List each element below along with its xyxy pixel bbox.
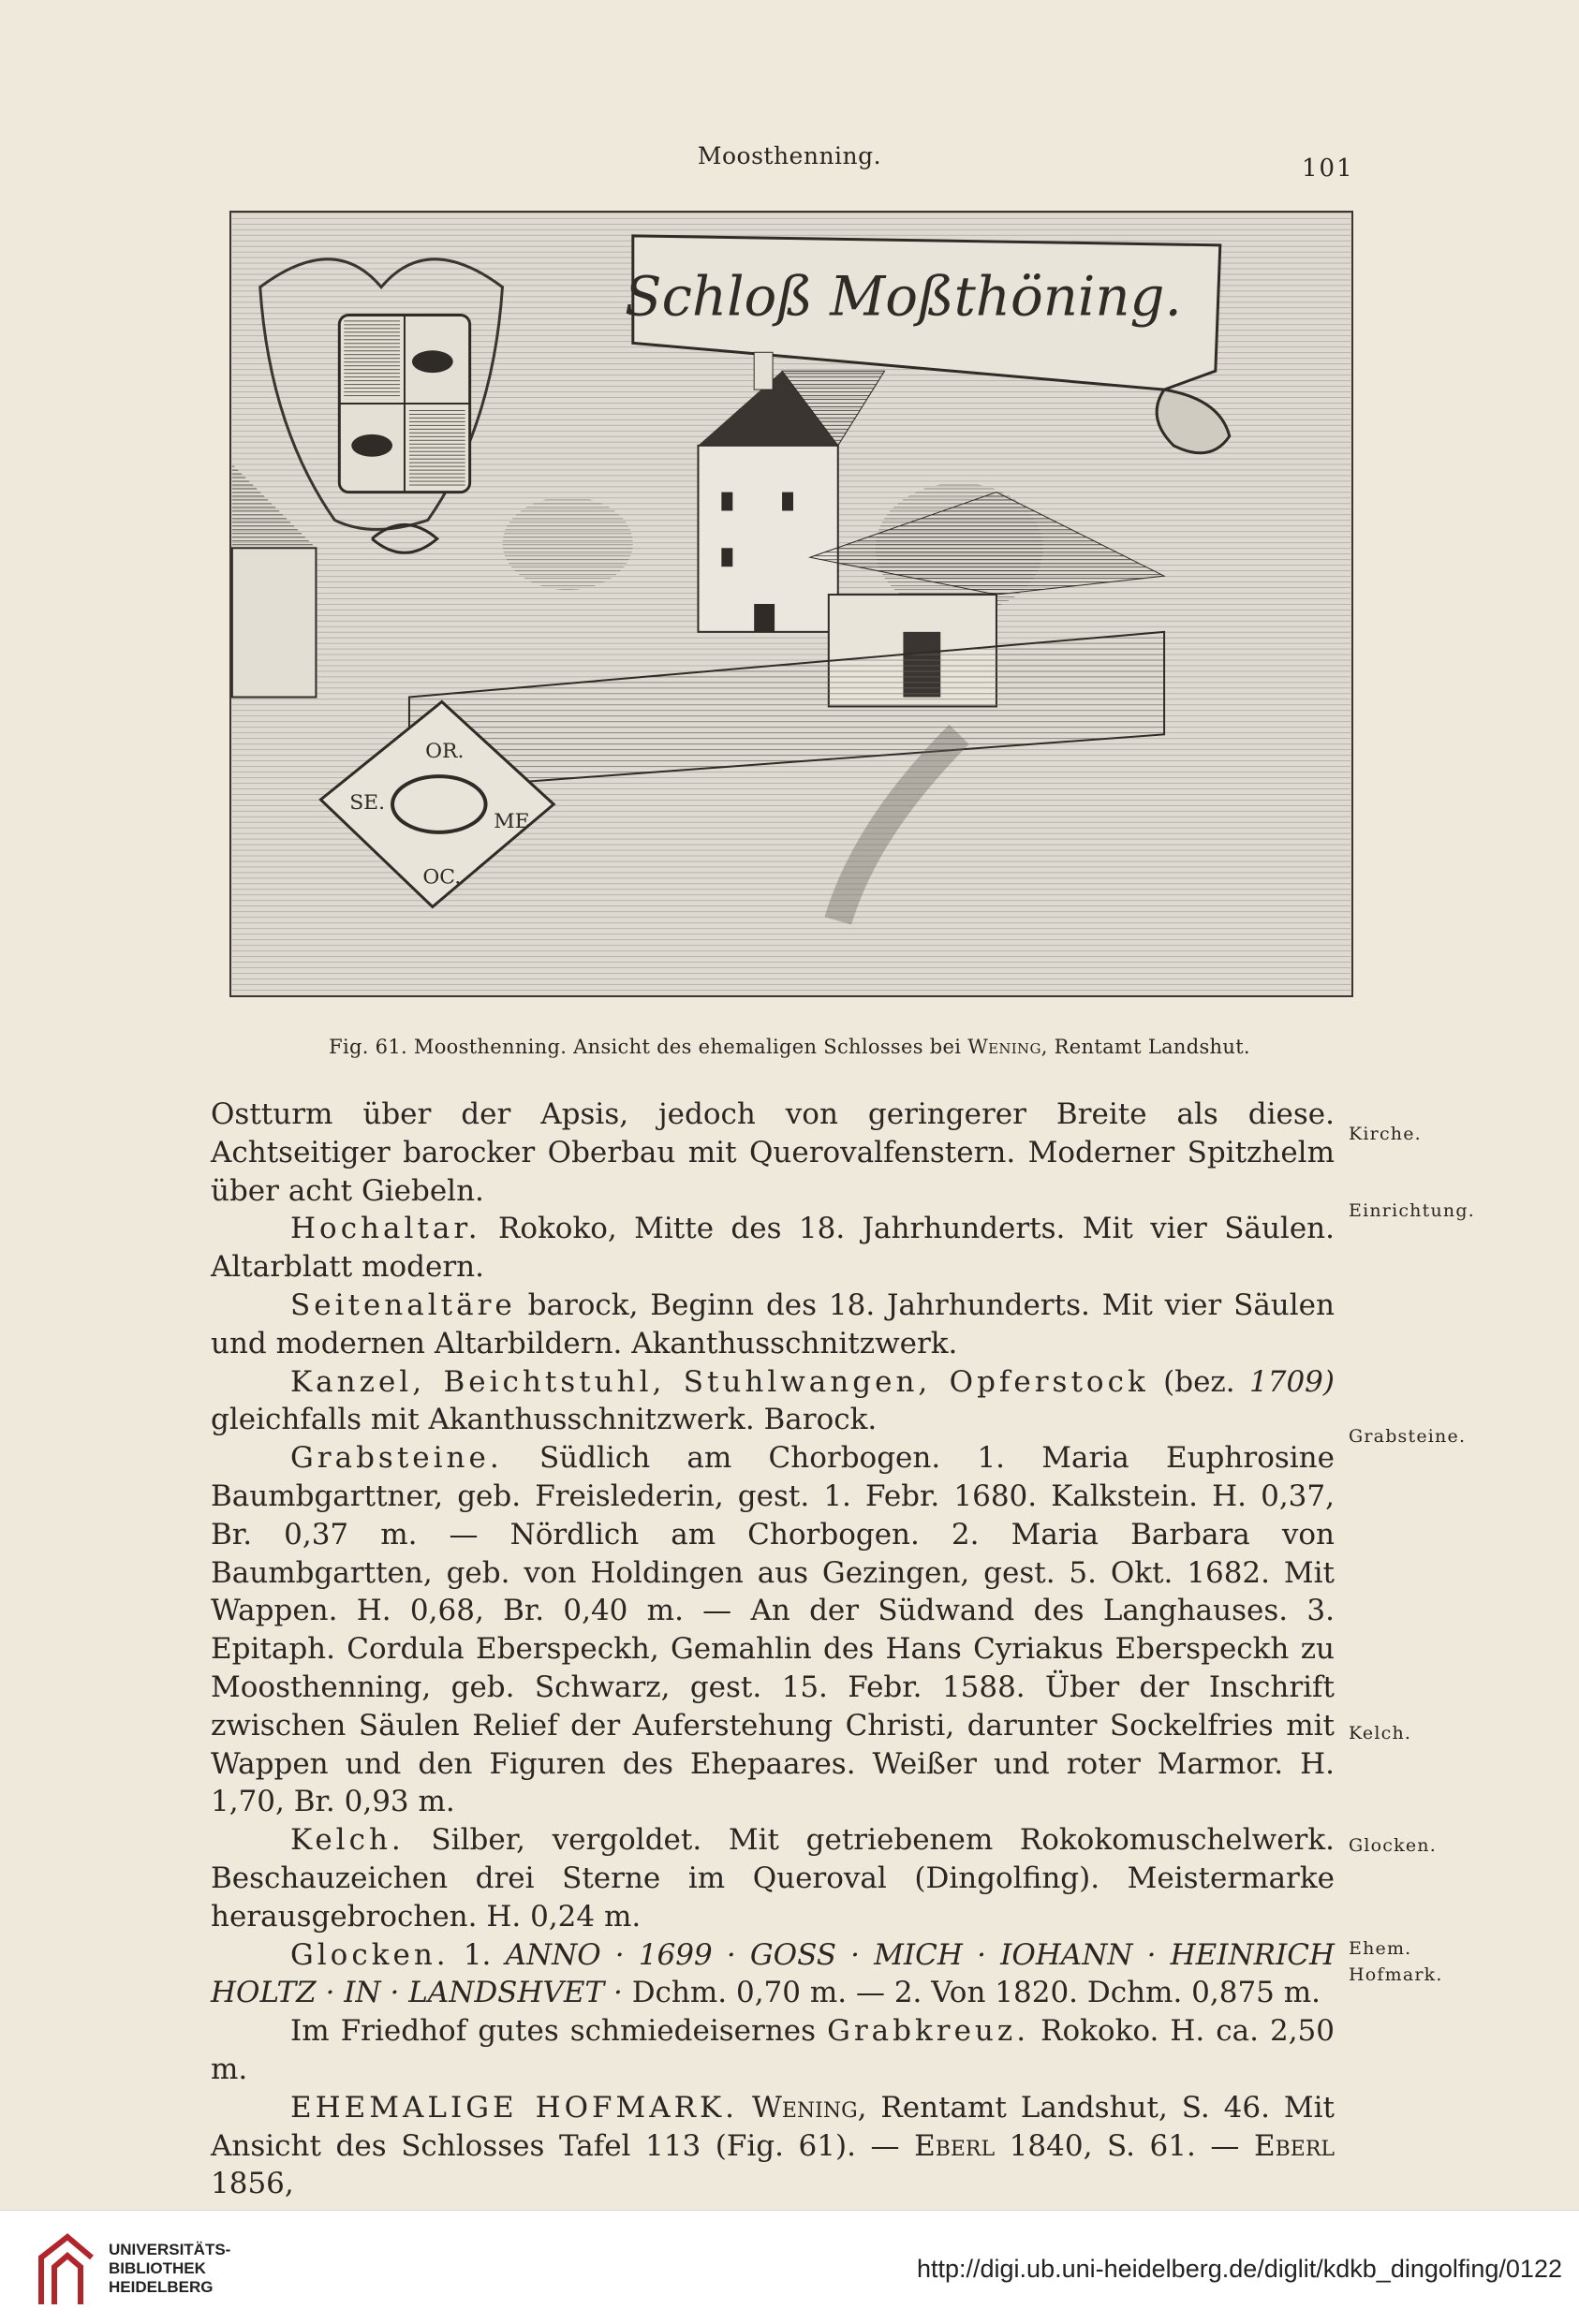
stone-label-top: OR. [425,740,465,764]
text-run: 1. [449,1937,506,1972]
paragraph [211,1936,1335,2013]
text-run: Südlich am Chorbogen. 1. Maria Euphrosine Baumbgarttner, geb. Freislederin, gest. 1. Febr. 1680. Kalkstein. H. 0,37, Br. 0,37 m. — Nördlich am Chorbogen. 2. Maria Barbara von Baumbgartten, geb. von Holdingen aus Gezingen, gest. 5. Okt. 1682. Mit Wappen. H. 0,68, Br. 0,40 m. — An der Südwand des Langhauses. 3. Epitaph. Cordula Eberspeckh, Gemahlin des Hans Cyriakus Eberspeckh zu Moosthenning, geb. Schwarz, gest. 15. Febr. 1588. Über der Inschrift zwischen Säulen Relief der Auferstehung Christi, darunter Sockelfries mit Wappen und den Figuren des Ehepaares. Weißer und roter Marmor. H. 1,70, Br. 0,93 m. [211,1441,1335,1819]
text-run: Grabkreuz. [827,2014,1030,2049]
paragraph [211,1363,1335,1440]
text-run: gleichfalls mit Akanthusschnitzwerk. Barock. [211,1403,878,1437]
margin-note: Kelch. [1349,1723,1412,1743]
paragraph [211,2012,1335,2089]
running-head: Moosthenning. [697,142,882,169]
institution-name [109,2241,230,2297]
margin-note: Einrichtung. [1349,1200,1475,1221]
text-run: Grabsteine. [290,1441,503,1476]
stone-label-bottom: OC. [422,865,462,890]
library-footer [0,2210,1579,2324]
institution-line-2: BIBLIOTHEK [109,2259,206,2277]
paragraph [211,1439,1335,1821]
margin-note: Hofmark. [1349,1964,1443,1985]
text-run: EHEMALIGE HOFMARK. [290,2090,739,2125]
text-run [738,2091,752,2125]
castle-engraving-figure [229,211,1353,997]
text-run: Kanzel, Beichtstuhl, Stuhlwangen, Opferstock [290,1364,1149,1399]
text-run: Im Friedhof gutes schmiedeisernes [290,2014,828,2049]
paragraph [211,1096,1335,1210]
text-run: Seitenaltäre [290,1287,516,1322]
text-run: Rokoko. H. ca. 2,50 m. [211,2014,1335,2086]
page-number: 101 [1302,154,1354,183]
text-run: Ostturm über der Apsis, jedoch von geringerer Breite als diese. Achtseitiger barocker Oberbau mit Querovalfenstern. Moderner Spitzhelm über acht Giebeln. [211,1097,1335,1208]
text-run: Eberl [1253,2128,1336,2163]
text-run: Rokoko, Mitte des 18. Jahrhunderts. Mit vier Säulen. Altarblatt modern. [211,1212,1335,1285]
caption-author: Wening [967,1036,1041,1058]
body-text [211,1096,1335,2203]
paragraph [211,1287,1335,1363]
stone-label-left: SE. [349,790,386,815]
text-run: , Rentamt Landshut, S. 46. Mit Ansicht des Schlosses Tafel 113 (Fig. 61). — [211,2090,1335,2163]
text-run: (bez. [1148,1364,1249,1399]
banner-text: Schloß Moßthöning. [625,264,1182,329]
caption-prefix: Fig. 61. Moosthenning. Ansicht des ehemaligen Schlosses bei [329,1036,968,1058]
text-run: 1856, [211,2167,294,2201]
text-run: barock, Beginn des 18. Jahrhunderts. Mit vier Säulen und modernen Altarbildern. Akanthusschnitzwerk. [211,1287,1335,1361]
text-run: Eberl [914,2128,996,2163]
source-url[interactable]: http://digi.ub.uni-heidelberg.de/diglit/kdkb_dingolfing/0122 [916,2255,1562,2283]
institution-line-3: HEIDELBERG [109,2278,214,2296]
margin-note: Grabsteine. [1349,1426,1467,1447]
margin-note: Ehem. [1349,1938,1412,1959]
paragraph [211,1210,1335,1287]
caption-suffix: , Rentamt Landshut. [1040,1036,1250,1058]
margin-note: Glocken. [1349,1835,1437,1856]
university-logo-icon [34,2229,99,2308]
margin-note: Kirche. [1349,1124,1422,1144]
figure-caption [0,1036,1579,1058]
text-run: Dchm. 0,70 m. — 2. Von 1820. Dchm. 0,875 m. [622,1976,1321,2010]
text-run: 1709) [1249,1364,1335,1399]
institution-line-1: UNIVERSITÄTS- [109,2241,231,2258]
text-run: 1840, S. 61. — [995,2128,1254,2163]
text-run: Wening [751,2090,858,2125]
text-run: Hochaltar. [290,1212,481,1246]
paragraph [211,2089,1335,2203]
stone-label-right: ME [494,809,530,833]
paragraph [211,1821,1335,1935]
text-run: Silber, vergoldet. Mit getriebenem Rokokomuschelwerk. Beschauzeichen drei Sterne im Queroval (Dingolfing). Meistermarke herausgebrochen. H. 0,24 m. [211,1823,1335,1934]
text-run: Kelch. [290,1823,405,1858]
text-run: ANNO · 1699 · GOSS · MICH · IOHANN · HEINRICH HOLTZ · IN · LANDSHVET · [211,1937,1335,2010]
engraving-illustration [231,213,1351,995]
text-run: Glocken. [290,1937,450,1972]
